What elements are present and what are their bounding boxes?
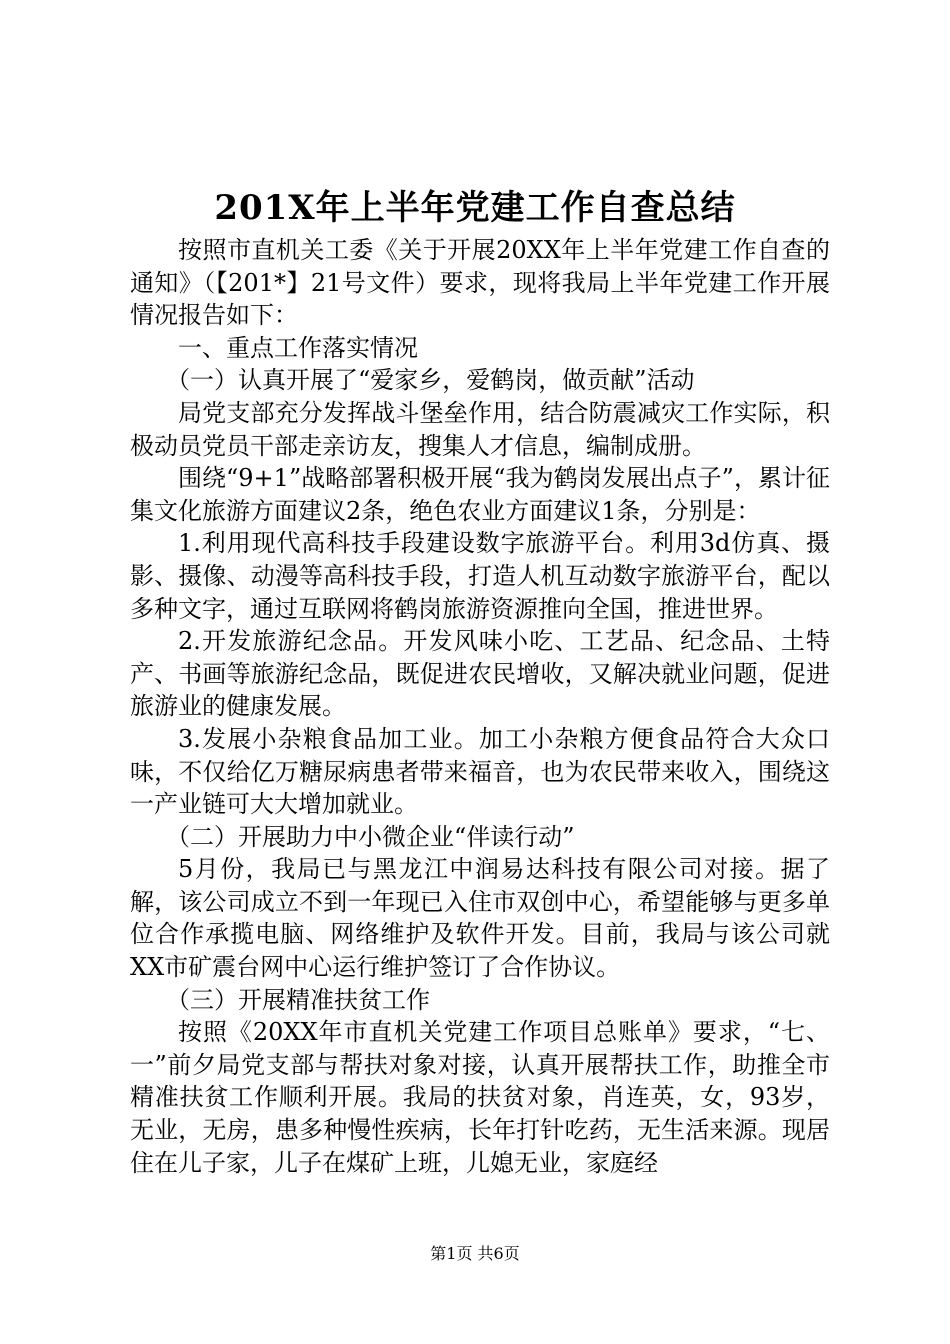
paragraph: 按照市直机关工委《关于开展20XX年上半年党建工作自查的通知》（【201*】21号文件）要求，现将我局上半年党建工作开展情况报告如下： [130,236,830,330]
list-item: 1.利用现代高科技手段建设数字旅游平台。利用3d仿真、摄影、摄像、动漫等高科技手段，打造人机互动数字旅游平台，配以多种文字，通过互联网将鹤岗旅游资源推向全国，推进世界。 [130,529,830,623]
paragraph: 围绕“9+1”战略部署积极开展“我为鹤岗发展出点子”，累计征集文化旅游方面建议2条，绝色农业方面建议1条，分别是： [130,464,830,525]
subsection-heading: （三）开展精准扶贫工作 [166,985,430,1014]
subsection-heading: （二）开展助力中小微企业“伴读行动” [166,822,575,851]
section-heading: 一、重点工作落实情况 [178,333,418,362]
paragraph: 按照《20XX年市直机关党建工作项目总账单》要求，“七、一”前夕局党支部与帮扶对象对接，认真开展帮扶工作，助推全市精准扶贫工作顺利开展。我局的扶贫对象，肖连英，女，93岁，无业，无房，患多种慢性疾病，长年打针吃药，无生活来源。现居住在儿子家，儿子在煤矿上班，儿媳无业，家庭经 [130,1018,830,1177]
document-title: 201X年上半年党建工作自查总结 [214,188,736,228]
list-item: 3.发展小杂粮食品加工业。加工小杂粮方便食品符合大众口味，不仅给亿万糖尿病患者带来福音，也为农民带来收入，围绕这一产业链可大大增加就业。 [130,724,830,819]
paragraph: 局党支部充分发挥战斗堡垒作用，结合防震减灾工作实际，积极动员党员干部走亲访友，搜集人才信息，编制成册。 [130,398,830,460]
list-item: 2.开发旅游纪念品。开发风味小吃、工艺品、纪念品、土特产、书画等旅游纪念品，既促进农民增收，又解决就业问题，促进旅游业的健康发展。 [130,627,830,721]
paragraph: 5月份，我局已与黑龙江中润易达科技有限公司对接。据了解，该公司成立不到一年现已入住市双创中心，希望能够与更多单位合作承揽电脑、网络维护及软件开发。目前，我局与该公司就XX市矿震台网中心运行维护签订了合作协议。 [130,855,830,982]
page-footer: 第1页 共6页 [430,1244,520,1263]
document-body [130,234,830,1179]
subsection-heading: （一）认真开展了“爱家乡，爱鹤岗，做贡献”活动 [166,366,695,395]
